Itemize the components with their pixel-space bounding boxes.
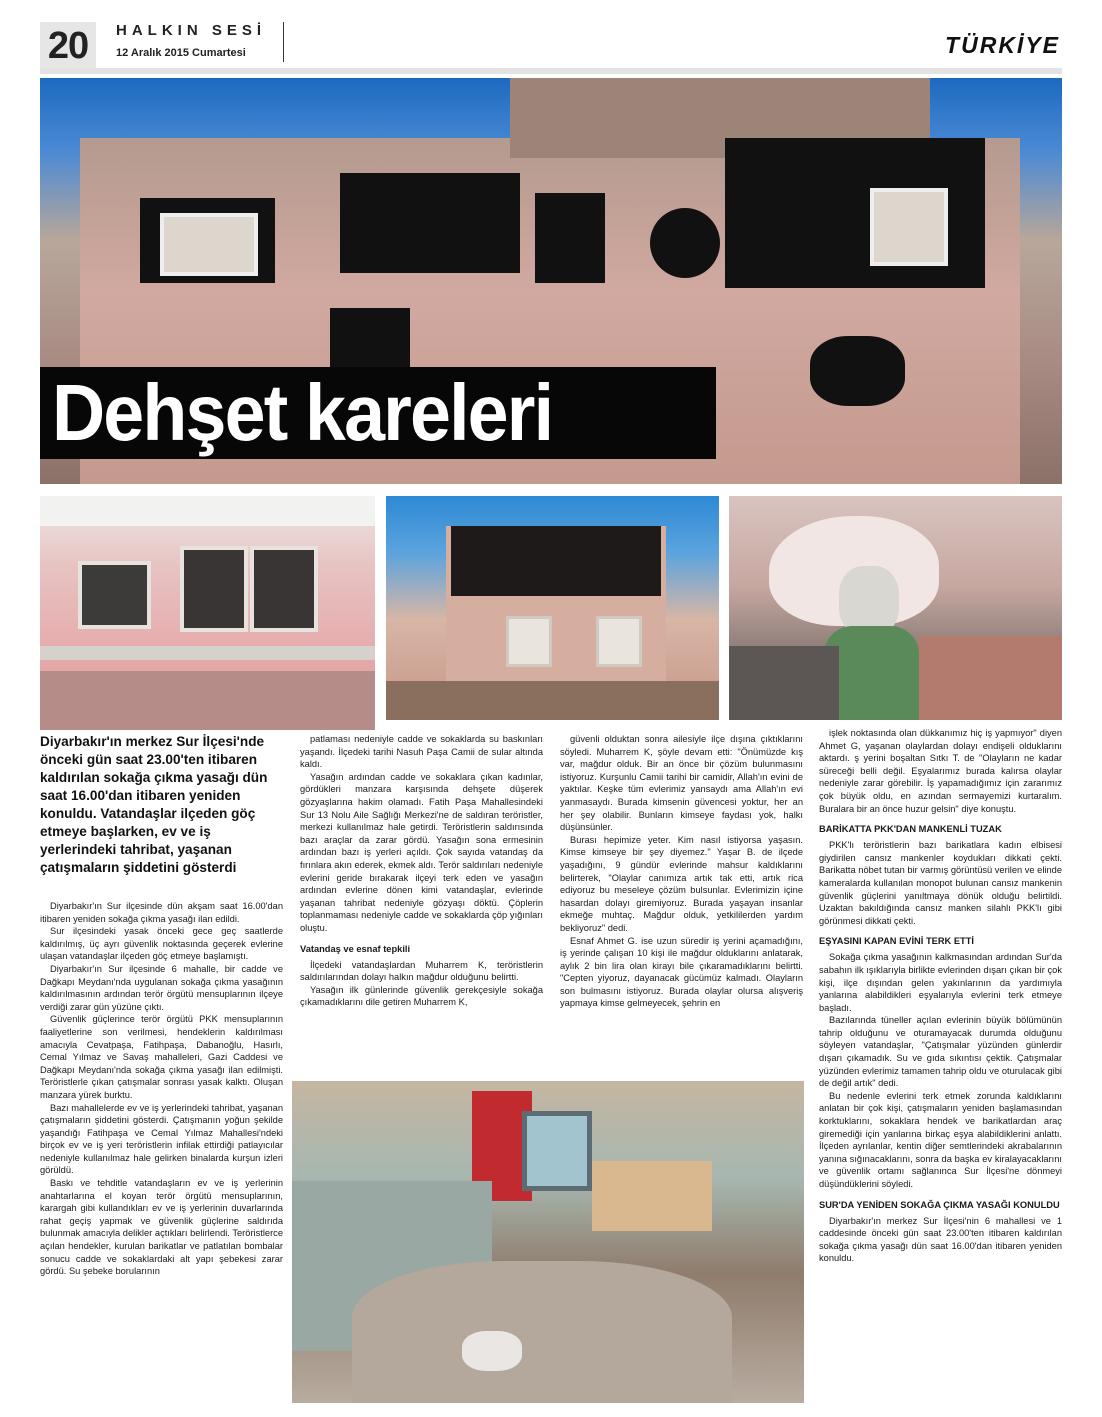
paragraph: işlek noktasında olan dükkanımız hiç iş yapmıyor" diyen Ahmet G, yaşanan olaylardan dolayı endişeli olduklarını aktardı. ş yerini boşaltan Sıtkı T. de "Olayların ne kadar süreceği belli değil. Eşyalarımız burada kalırsa olaylar nedeniyle zarar görebilir. İş yapamadığımız için zararımız çok büyük oldu, en azından sermayemizi kurtaralım. Buralara bir an önce huzur gelsin" diye konuştu. (819, 728, 1062, 814)
article-column-3 (560, 733, 803, 1010)
publication-name: HALKIN SESİ (116, 22, 267, 39)
paragraph: Diyarbakır'ın Sur ilçesinde dün akşam saat 16.00'dan itibaren yeniden sokağa çıkma yasağı ilan edildi. (40, 901, 283, 924)
paragraph: Diyarbakır'ın merkez Sur İlçesi'nin 6 mahallesi ve 1 caddesinde önceki gün saat 23.00'ten itibaren kaldırılan sokağa çıkma yasağı dün saat 16.00'dan itibaren yeniden konuldu. (819, 1215, 1062, 1264)
paragraph: Bu nedenle evlerini terk etmek zorunda kaldıklarını anlatan bir çok kişi, çatışmaların yeniden başlamasından korktuklarını, sokaklara hendek ve barikatlardan araç giremediği için yanlarına birkaç eşya alabildiklerini anlattı. İlçeden ayrılanlar, kentin diğer semtlerindeki akrabalarının yanına sığınacaklarını, sonra da başka ev kiralayacaklarını ve güvenlik ortamı sağlanınca Sur İlçesi'ne dönmeyi düşündüklerini söyledi. (819, 1090, 1062, 1189)
publication-date: 12 Aralık 2015 Cumartesi (116, 47, 246, 59)
window (160, 213, 258, 276)
paragraph: Diyarbakır'ın Sur ilçesinde 6 mahalle, bir cadde ve Dağkapı Meydanı'nda uygulanan sokağa çıkma yasağının kaldırılmasının ardından terör örgütü mensuplarının ilçeye verdiği zarar gün yüzüne çıktı. (40, 963, 283, 1012)
photo-destroyed-room-interior (292, 1081, 804, 1403)
paragraph: Bazı mahallelerde ev ve iş yerlerindeki tahribat, yaşanan çatışmaların şiddetini gösterdi. Çatışmanın yoğun şekilde yaşandığı Fatihpaşa ve Cemal Yılmaz Mahallesi'ndeki birçok ev ve iş yeri teröristlerin infilak ettirdiği patlayıcılar nedeniyle kullanılmaz hale gelirken binalarda kurşun izleri görüldü. (40, 1102, 283, 1176)
photo-bullet-riddled-pink-house (40, 496, 375, 730)
subheading: EŞYASINI KAPAN EVİNİ TERK ETTİ (819, 936, 974, 947)
article-lead: Diyarbakır'ın merkez Sur İlçesi'nde önceki gün saat 23.00'ten itibaren kaldırılan sokağa çıkma yasağı dün saat 16.00'dan itibaren yeniden konuldu. Vatandaşlar ilçeden göç etmeye başlarken, ev ve iş yerlerindeki tahribat, yaşanan çatışmaların şiddetini gösterdi (40, 734, 268, 875)
paragraph: Güvenlik güçlerince terör örgütü PKK mensuplarının faaliyetlerine son verilmesi, hendeklerin kaldırılması amacıyla Cevatpaşa, Fatihpaşa, Dabanoğlu, Hasırlı, Cemal Yılmaz ve Savaş mahalleleri, Gazi Caddesi ve Dağkapı Meydanı'nda sokağa çıkma yasağı ilan edilmişti. Teröristlerle çıkan çatışmalar sonrası yasak kalktı. Oluşan manzara yürek burktu. (40, 1014, 283, 1100)
paragraph: Yasağın ardından cadde ve sokaklara çıkan kadınlar, gördükleri manzara karşısında dehşete düşerek gözyaşlarına hakim olamadı. Fatih Paşa Mahallesindeki Sur 13 Nolu Aile Sağlığı Merkezi'ne de saldıran teröristler, merkezi kullanılmaz hale getirdi. Teröristlerin saldırısında bazı araçlar da zarar gördü. Yasağın sona ermesinin ardından bazı iş yerleri açıldı. Çok sayıda vatandaş da fırınlara akın ederek, ekmek aldı. Terör saldırıları nedeniyle evlerini geride bırakarak ilçeyi terk eden ve yasağın ardından evlerine dönen kimi vatandaşlar, evlerinde yaşanan tahribat nedeniyle gözyaşı döktü. Çöplerin toplanmaması nedeniyle cadde ve sokaklarda çöp yığınları oluştu. (300, 771, 543, 933)
shell-hole (810, 336, 905, 406)
paragraph: PKK'lı teröristlerin bazı barikatlara kadın elbisesi giydirilen cansız mankenler koydukları dikkati çekti. Barikatta nöbet tutan bir varmış görüntüsü verilen ve elinde kameralarda kullanılan monopot bulunan cansız mankenin güvenlik güçlerini yanıltmaya dönük olduğu belirtildi. Uzaktan bakıldığında cansız manken silahlı PKK'lı gibi görünmesi dikkati çekti. (819, 840, 1062, 926)
subheading: BARİKATTA PKK'DAN MANKENLİ TUZAK (819, 824, 1002, 835)
paragraph: Esnaf Ahmet G. ise uzun süredir iş yerini açamadığını, iş yerinde çalışan 10 kişi ile mağdur olduklarını anlatarak, aylık 2 bin lira olan kirayı bile çıkaramadıklarını belirtti. "Cepten yiyoruz, dayanacak gücümüz kalmadı. Olayların son bulmasını istiyoruz. Burada olaylar olursa alışveriş yapmaya kimse gelmeyecek, şehrin en (560, 935, 803, 1009)
photo-burnt-apartment (386, 496, 719, 720)
shell-hole (650, 208, 720, 278)
subheading: Vatandaş ve esnaf tepkili (300, 943, 411, 954)
paragraph: güvenli olduktan sonra ailesiyle ilçe dışına çıktıklarını söyledi. Muharrem K, şöyle devam etti: "Önümüzde kış var, mağdur olduk. Bir an önce bir çözüm bulunmasını istiyoruz. Kurşunlu Camii tarihi bir camidir, Allah'ın evini de yaktılar. Keşke tüm evlerimiz yansaydı ama Allah'ın evi yanmasaydı. Burada kimsenin güvencesi yoktur, her an her şey olabilir. Bunların kimseye faydası yok, halkı düşünsünler. (560, 734, 803, 833)
section-name: TÜRKİYE (945, 32, 1060, 58)
photo-woman-carrying-bedding (729, 496, 1062, 720)
paragraph: Sokağa çıkma yasağının kalkmasından ardından Sur'da sabahın ilk ışıklarıyla birlikte evlerinden dışarı çıkan bir çok kişi, ilçe dışından gelen yakınlarının da yardımıyla yanlarına alabildikleri eşyalarıyla evlerini terk etmeye başladı. (819, 952, 1062, 1013)
paragraph: patlaması nedeniyle cadde ve sokaklarda su baskınları yaşandı. İlçedeki tarihi Nasuh Paşa Camii de sular altında kaldı. (300, 734, 543, 770)
burnt-window (340, 173, 520, 273)
burnt-window (535, 193, 605, 283)
header-rule (40, 68, 1062, 74)
article-column-1 (40, 900, 283, 1278)
article-column-4 (819, 727, 1062, 1265)
burnt-window (330, 308, 410, 368)
subheading: SUR'DA YENİDEN SOKAĞA ÇIKMA YASAĞI KONULDU (819, 1199, 1060, 1210)
page-number: 20 (40, 22, 96, 70)
window (870, 188, 948, 266)
paragraph: Yasağın ilk günlerinde güvenlik gerekçesiyle sokağa çıkamadıklarını dile getiren Muharrem K, (300, 984, 543, 1008)
paragraph: Burası hepimize yeter. Kim nasıl istiyorsa yaşasın. Kimse kimseye bir şey diyemez." Yaşar B. de ilçede yaşadığını, 9 gündür evlerinde mahsur kaldıklarını belirterek, "Olaylar canımıza artık tak etti, artık rica ediyoruz bu meseleye çözüm bulsunlar. Evlerimizin içine hasardan dolayı giremiyoruz. Burada yaşayan insanlar ekmeğe muhtaç. Mağdur olduk, yetkililerden yardım bekliyoruz" dedi. (560, 834, 803, 933)
paragraph: Sur ilçesindeki yasak önceki gece geç saatlerde kaldırılmış, üç ayrı güvenlik noktasında geçerek evlerine ulaşan vatandaşlar ilçeden göç etmeye başlamıştı. (40, 926, 283, 962)
header-divider (283, 22, 284, 62)
article-column-2 (300, 733, 543, 1009)
headline: Dehşet kareleri (52, 368, 553, 457)
paragraph: İlçedeki vatandaşlardan Muharrem K, teröristlerin saldırılarından dolayı halkın mağdur olduğunu belirtti. (300, 959, 543, 983)
paragraph: Baskı ve tehditle vatandaşların ev ve iş yerlerinin anahtarlarına el koyan terör örgütü mensuplarının, karargah gibi kullandıkları ev ve iş yerlerinin duvarlarında rahat geçiş yapmak ve güvenlik güçlerine saldırıda bulunmak amacıyla delikler açtıkları belirlendi. Teröristlerce açılan hendekler, kurulan barikatlar ve patlatılan bombalar sonucu cadde ve sokaklardaki alt yapı şebekesi zarar gördü. Su şebeke borularının (40, 1178, 283, 1277)
paragraph: Bazılarında tüneller açılan evlerinin büyük bölümünün tahrip olduğunu ve oturamayacak durumda olduğunu söyleyen vatandaşlar, "Çatışmalar yüzünden günlerdir dışarı çıkamadık. Su ve gıda sıkıntısı çektik. Çatışmalar yüzünden evlerimiz tamamen tahrip oldu ve oturulacak gibi de değil artık" dedi. (819, 1015, 1062, 1089)
